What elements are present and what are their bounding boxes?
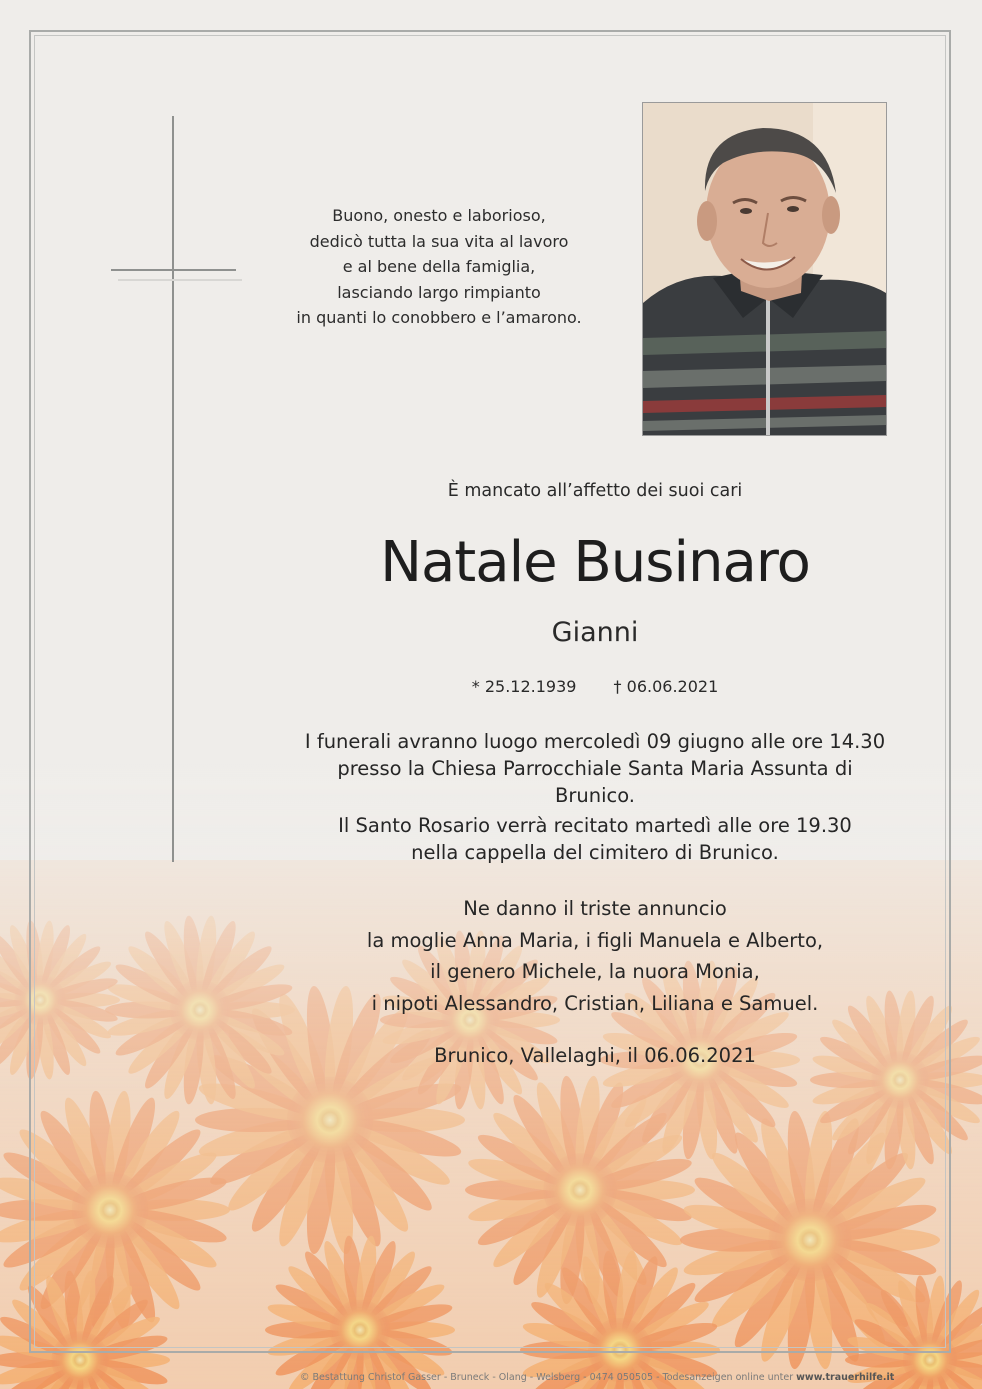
birth-date: * 25.12.1939: [471, 677, 577, 696]
life-dates: [300, 677, 890, 696]
intro-line: È mancato all’affetto dei suoi cari: [447, 481, 743, 501]
footer-credit: [300, 1372, 980, 1383]
funeral-info: I funerali avranno luogo mercoledì 09 giugno alle ore 14.30 presso la Chiesa Parrocchiale Santa Maria Assunta di Brunico.: [304, 730, 886, 807]
place-date: Brunico, Vallelaghi, il 06.06.2021: [434, 1044, 756, 1067]
deceased-nickname: Gianni: [551, 617, 639, 648]
rosary-info: Il Santo Rosario verrà recitato martedì alle ore 19.30 nella cappella del cimitero di Brunico.: [338, 814, 852, 864]
death-date: † 06.06.2021: [613, 677, 719, 696]
footer-text: © Bestattung Christof Gasser - Bruneck - Olang - Welsberg - 0474 050505 - Todesanzeigen online unter: [300, 1372, 794, 1383]
deceased-name: Natale Businaro: [380, 530, 810, 595]
portrait-photo: [642, 102, 887, 436]
memorial-verse: Buono, onesto e laborioso, dedicò tutta la sua vita al lavoro e al bene della famiglia, lasciando largo rimpianto in quanti lo conobbero e l’amarono.: [296, 206, 582, 328]
footer-website[interactable]: www.trauerhilfe.it: [796, 1372, 895, 1383]
family-announcement: Ne danno il triste annuncio la moglie Anna Maria, i figli Manuela e Alberto, il genero Michele, la nuora Monia, i nipoti Alessandro, Cristian, Liliana e Samuel.: [366, 897, 824, 1015]
